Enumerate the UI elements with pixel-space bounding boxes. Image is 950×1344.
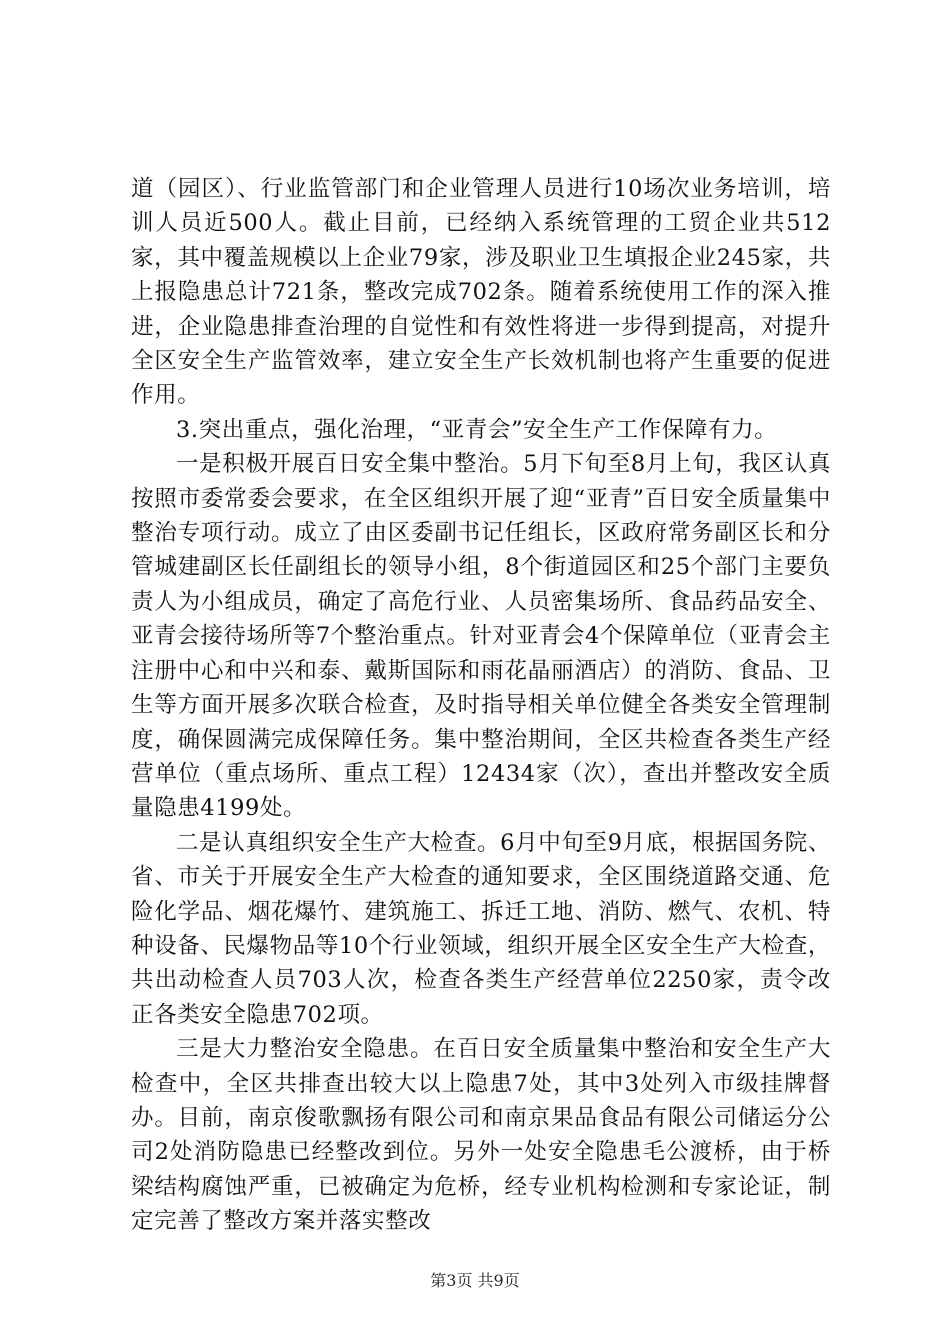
section-heading: 3.突出重点，强化治理，“亚青会”安全生产工作保障有力。 <box>176 416 778 443</box>
paragraph-item-1: 一是积极开展百日安全集中整治。5月下旬至8月上旬，我区认真按照市委常委会要求，在全区组织开展了迎“亚青”百日安全质量集中整治专项行动。成立了由区委副书记任组长，区政府常务副区长和分管城建副区长任副组长的领导小组，8个街道园区和25个部门主要负责人为小组成员，确定了高危行业、人员密集场所、食品药品安全、亚青会接待场所等7个整治重点。针对亚青会4个保障单位（亚青会主注册中心和中兴和泰、戴斯国际和雨花晶丽酒店）的消防、食品、卫生等方面开展多次联合检查，及时指导相关单位健全各类安全管理制度，确保圆满完成保障任务。集中整治期间，全区共检查各类生产经营单位（重点场所、重点工程）12434家（次），查出并整改安全质量隐患4199处。 <box>131 451 831 822</box>
document-body <box>131 172 831 1239</box>
paragraph-continuation: 道（园区）、行业监管部门和企业管理人员进行10场次业务培训，培训人员近500人。截止目前，已经纳入系统管理的工贸企业共512家，其中覆盖规模以上企业79家，涉及职业卫生填报企业245家，共上报隐患总计721条，整改完成702条。随着系统使用工作的深入推进，企业隐患排查治理的自觉性和有效性将进一步得到提高，对提升全区安全生产监管效率，建立安全生产长效机制也将产生重要的促进作用。 <box>131 176 831 409</box>
page-footer: 第3页 共9页 <box>430 1271 520 1290</box>
paragraph-item-3: 三是大力整治安全隐患。在百日安全质量集中整治和安全生产大检查中，全区共排查出较大以上隐患7处，其中3处列入市级挂牌督办。目前，南京俊歌飘扬有限公司和南京果品食品有限公司储运分公司2处消防隐患已经整改到位。另外一处安全隐患毛公渡桥，由于桥梁结构腐蚀严重，已被确定为危桥，经专业机构检测和专家论证，制定完善了整改方案并落实整改 <box>131 1036 831 1235</box>
paragraph-item-2: 二是认真组织安全生产大检查。6月中旬至9月底，根据国务院、省、市关于开展安全生产大检查的通知要求，全区围绕道路交通、危险化学品、烟花爆竹、建筑施工、拆迁工地、消防、燃气、农机、特种设备、民爆物品等10个行业领域，组织开展全区安全生产大检查，共出动检查人员703人次，检查各类生产经营单位2250家，责令改正各类安全隐患702项。 <box>131 829 831 1028</box>
